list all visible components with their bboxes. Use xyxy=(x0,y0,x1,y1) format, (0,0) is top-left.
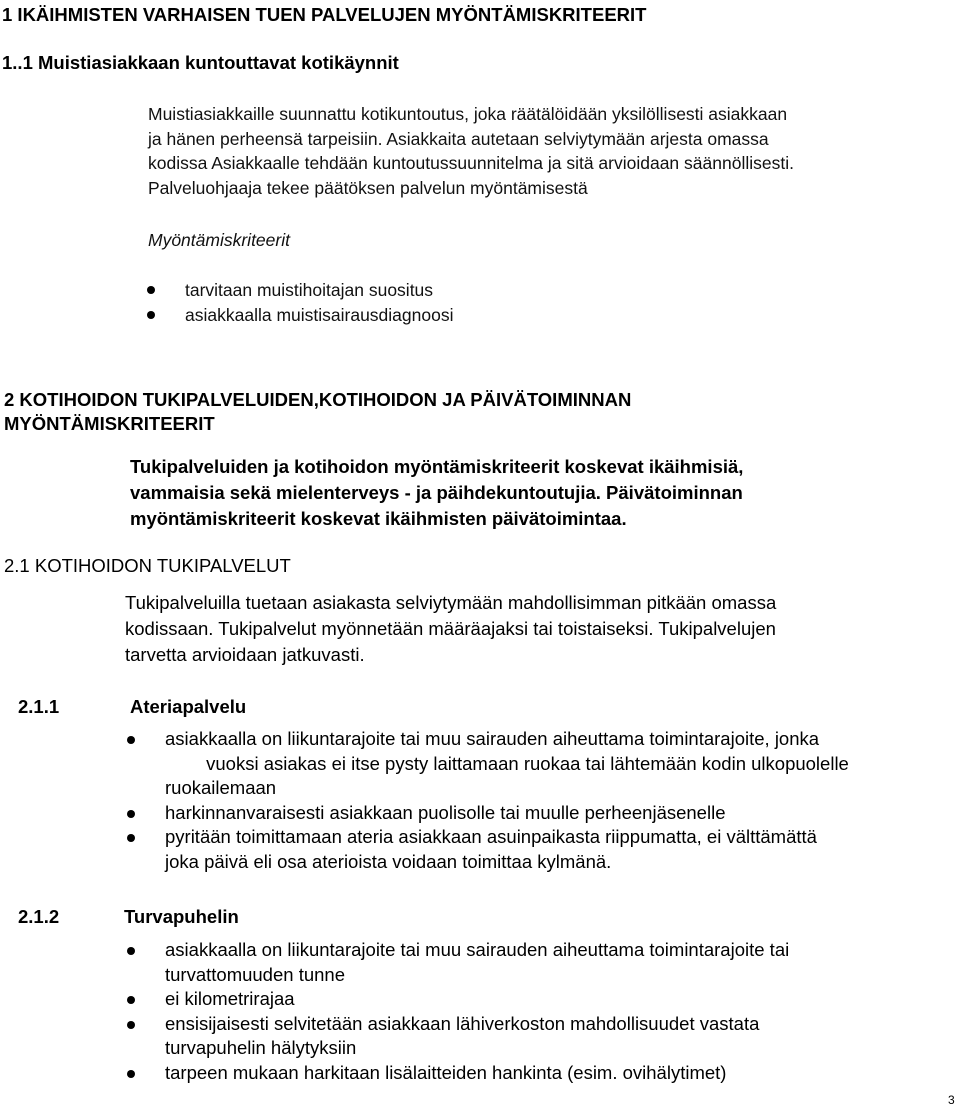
list-item-text: joka päivä eli osa aterioista voidaan toimittaa kylmänä. xyxy=(165,850,612,872)
bullet-icon xyxy=(147,311,155,319)
list-item xyxy=(147,278,453,303)
list-item xyxy=(127,801,849,826)
turvapuhelin-list xyxy=(127,938,789,1085)
section-2-1-2-number: 2.1.2 xyxy=(18,906,60,927)
criteria-label: Myöntämiskriteerit xyxy=(148,230,290,250)
list-item-text: ruokailemaan xyxy=(165,777,277,798)
bullet-icon xyxy=(127,1021,135,1029)
paragraph-line: Palveluohjaaja tekee päätöksen palvelun myöntämisestä xyxy=(148,177,588,198)
bullet-icon xyxy=(127,947,135,955)
section-2-1-1-number: 2.1.1 xyxy=(18,696,60,717)
list-item-text: tarpeen mukaan harkitaan lisälaitteiden hankinta (esim. ovihälytimet) xyxy=(165,1061,727,1083)
list-item-text: turvattomuuden tunne xyxy=(165,963,345,985)
paragraph-line: kodissa Asiakkaalle tehdään kuntoutussuunnitelma ja sitä arvioidaan säännöllisesti. xyxy=(148,153,794,173)
list-item-text: asiakkaalla muistisairausdiagnoosi xyxy=(185,304,454,325)
heading-line: 2 KOTIHOIDON TUKIPALVELUIDEN,KOTIHOIDON JA PÄIVÄTOIMINNAN xyxy=(4,389,632,410)
ateriapalvelu-list xyxy=(127,727,849,874)
list-item-text: turvapuhelin hälytyksiin xyxy=(165,1037,357,1058)
list-item xyxy=(127,987,789,1012)
list-item xyxy=(127,727,849,801)
page-number: 3 xyxy=(948,1093,955,1107)
section-2-heading xyxy=(4,388,631,436)
paragraph-line: Tukipalveluilla tuetaan asiakasta selviytymään mahdollisimman pitkään omassa xyxy=(125,592,777,613)
bullet-icon xyxy=(127,1070,135,1078)
list-item-text: vuoksi asiakas ei itse pysty laittamaan ruokaa tai lähtemään kodin ulkopuolelle xyxy=(165,752,849,774)
criteria-list xyxy=(147,278,453,327)
paragraph-line: kodissaan. Tukipalvelut myönnetään määräajaksi tai toistaiseksi. Tukipalvelujen xyxy=(125,618,776,639)
intro-line: Tukipalveluiden ja kotihoidon myöntämiskriteerit koskevat ikäihmisiä, xyxy=(130,456,744,477)
list-item-text: asiakkaalla on liikuntarajoite tai muu sairauden aiheuttama toimintarajoite tai xyxy=(165,939,790,960)
list-item-text: asiakkaalla on liikuntarajoite tai muu sairauden aiheuttama toimintarajoite, jonka xyxy=(165,728,820,749)
paragraph-line: tarvetta arvioidaan jatkuvasti. xyxy=(125,644,365,665)
bullet-icon xyxy=(127,996,135,1004)
list-item-text: ensisijaisesti selvitetään asiakkaan lähiverkoston mahdollisuudet vastata xyxy=(165,1012,760,1034)
list-item xyxy=(127,938,789,987)
section-1-1-paragraph xyxy=(148,102,794,200)
list-item-text: ei kilometrirajaa xyxy=(165,988,295,1009)
section-2-1-paragraph xyxy=(125,590,776,668)
list-item xyxy=(127,1061,789,1086)
section-2-1-1-title: Ateriapalvelu xyxy=(130,696,247,717)
paragraph-line: Muistiasiakkaille suunnattu kotikuntoutus, joka räätälöidään yksilöllisesti asiakkaan xyxy=(148,104,788,124)
bullet-icon xyxy=(147,286,155,294)
bullet-icon xyxy=(127,810,135,818)
intro-line: myöntämiskriteerit koskevat ikäihmisten päivätoimintaa. xyxy=(130,508,627,529)
list-item-text: harkinnanvaraisesti asiakkaan puolisolle tai muulle perheenjäsenelle xyxy=(165,801,726,823)
list-item xyxy=(127,825,849,874)
section-2-1-heading: 2.1 KOTIHOIDON TUKIPALVELUT xyxy=(4,555,291,576)
list-item xyxy=(147,303,453,328)
heading-line: MYÖNTÄMISKRITEERIT xyxy=(4,413,215,434)
section-2-1-2-title: Turvapuhelin xyxy=(124,906,239,927)
intro-line: vammaisia sekä mielenterveys - ja päihdekuntoutujia. Päivätoiminnan xyxy=(130,482,743,503)
list-item xyxy=(127,1012,789,1061)
bullet-icon xyxy=(127,834,135,842)
bullet-icon xyxy=(127,736,135,744)
paragraph-line: ja hänen perheensä tarpeisiin. Asiakkaita autetaan selviytymään arjesta omassa xyxy=(148,128,769,149)
section-1-heading: 1 IKÄIHMISTEN VARHAISEN TUEN PALVELUJEN MYÖNTÄMISKRITEERIT xyxy=(2,4,647,25)
list-item-text: pyritään toimittamaan ateria asiakkaan asuinpaikasta riippumatta, ei välttämättä xyxy=(165,826,817,847)
list-item-text: tarvitaan muistihoitajan suositus xyxy=(185,280,434,300)
section-2-intro xyxy=(130,454,743,532)
section-1-1-heading: 1..1 Muistiasiakkaan kuntouttavat kotikäynnit xyxy=(2,52,399,73)
